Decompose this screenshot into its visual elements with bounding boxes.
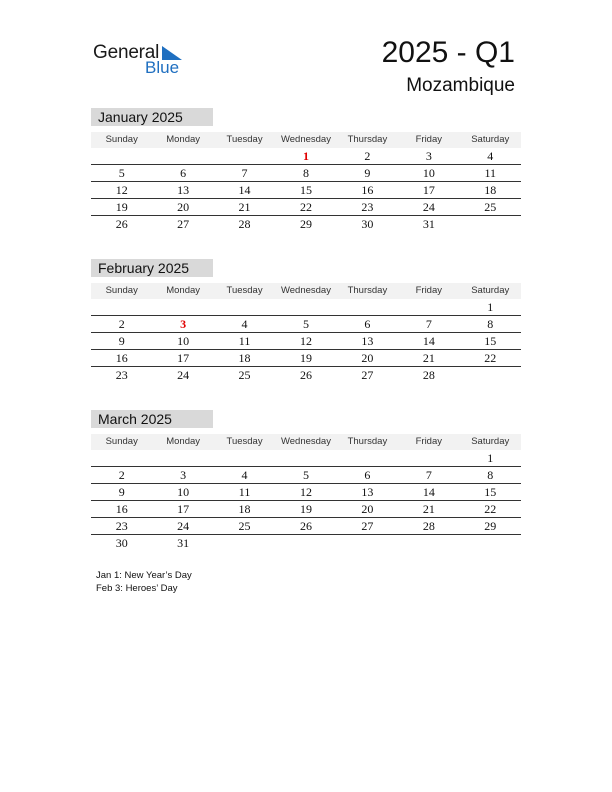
- country-name: Mozambique: [406, 75, 515, 96]
- week-row: [91, 350, 521, 367]
- day-cell: 13: [361, 485, 374, 499]
- day-cell: 24: [422, 200, 435, 214]
- day-cell: 14: [422, 334, 435, 348]
- day-cell: 9: [118, 485, 125, 499]
- day-cell: [460, 216, 521, 232]
- day-cell: 17: [177, 502, 190, 516]
- week-row: [91, 367, 521, 383]
- brand-general-text: General: [93, 42, 160, 63]
- day-cell: 6: [364, 317, 371, 331]
- day-cell: [398, 535, 459, 551]
- weekday-label: Saturday: [471, 134, 510, 145]
- day-cell: [214, 450, 275, 466]
- week-row: [91, 467, 521, 484]
- day-cell: 11: [238, 334, 251, 348]
- day-cell: [398, 450, 459, 466]
- day-cell: 2: [118, 317, 125, 331]
- weekday-label: Wednesday: [280, 285, 331, 296]
- weekday-label: Saturday: [471, 285, 510, 296]
- day-cell: 7: [425, 317, 432, 331]
- weekday-label: Saturday: [471, 436, 510, 447]
- day-cell: 5: [302, 317, 309, 331]
- week-row: [91, 484, 521, 501]
- weekday-label: Tuesday: [226, 285, 263, 296]
- day-cell: 14: [422, 485, 435, 499]
- month-calendar: [91, 108, 521, 232]
- weekday-label: Sunday: [105, 134, 138, 145]
- weekday-label: Sunday: [105, 436, 138, 447]
- day-cell: 21: [238, 200, 251, 214]
- day-cell: 5: [302, 468, 309, 482]
- day-cell: 18: [484, 183, 497, 197]
- day-cell: 1: [302, 149, 309, 163]
- week-row: [91, 518, 521, 535]
- day-cell: 31: [422, 217, 435, 231]
- day-cell: 8: [302, 166, 309, 180]
- day-cell: 12: [115, 183, 128, 197]
- day-cell: 4: [241, 317, 248, 331]
- day-cell: 15: [299, 183, 312, 197]
- day-cell: 8: [487, 468, 494, 482]
- day-cell: 19: [299, 351, 312, 365]
- day-cell: 22: [484, 502, 497, 516]
- day-cell: 8: [487, 317, 494, 331]
- day-cell: 17: [422, 183, 435, 197]
- day-cell: 17: [177, 351, 190, 365]
- day-cell: 22: [484, 351, 497, 365]
- day-cell: 9: [118, 334, 125, 348]
- day-cell: 16: [361, 183, 374, 197]
- day-cell: 12: [299, 334, 312, 348]
- weekday-label: Wednesday: [280, 436, 331, 447]
- day-cell: 23: [115, 519, 128, 533]
- day-cell: 20: [177, 200, 190, 214]
- day-cell: 2: [118, 468, 125, 482]
- day-cell: 30: [115, 536, 128, 550]
- day-cell: 13: [177, 183, 190, 197]
- day-cell: [337, 299, 398, 315]
- day-cell: 22: [299, 200, 312, 214]
- weekday-label: Thursday: [347, 285, 388, 296]
- week-row: [91, 450, 521, 467]
- week-row: [91, 216, 521, 232]
- day-cell: [152, 450, 213, 466]
- day-cell: 10: [177, 485, 190, 499]
- weekday-label: Friday: [415, 285, 443, 296]
- week-row: [91, 501, 521, 518]
- day-cell: 12: [299, 485, 312, 499]
- week-row: [91, 316, 521, 333]
- week-row: [91, 333, 521, 350]
- day-cell: 2: [364, 149, 371, 163]
- day-cell: 26: [299, 368, 312, 382]
- day-cell: 19: [115, 200, 128, 214]
- month-title: March 2025: [91, 410, 213, 428]
- day-cell: 28: [238, 217, 251, 231]
- day-cell: 29: [299, 217, 312, 231]
- day-cell: 4: [487, 149, 494, 163]
- week-row: [91, 199, 521, 216]
- day-cell: [275, 535, 336, 551]
- day-cell: [275, 299, 336, 315]
- day-cell: 15: [484, 334, 497, 348]
- day-cell: 9: [364, 166, 371, 180]
- day-cell: [398, 299, 459, 315]
- day-cell: 20: [361, 351, 374, 365]
- day-cell: 23: [115, 368, 128, 382]
- day-cell: [214, 148, 275, 164]
- day-cell: [214, 535, 275, 551]
- month-calendar: [91, 410, 521, 551]
- day-cell: 4: [241, 468, 248, 482]
- day-cell: [337, 535, 398, 551]
- brand-logo: [93, 42, 193, 78]
- day-cell: [214, 299, 275, 315]
- holiday-note: Feb 3: Heroes’ Day: [96, 583, 178, 594]
- day-cell: [91, 148, 152, 164]
- day-cell: 7: [425, 468, 432, 482]
- weekday-header: [91, 434, 521, 450]
- day-cell: [275, 450, 336, 466]
- weekday-label: Monday: [166, 285, 201, 296]
- weekday-label: Thursday: [347, 134, 388, 145]
- day-cell: 21: [422, 351, 435, 365]
- weekday-label: Sunday: [105, 285, 138, 296]
- day-cell: 29: [484, 519, 497, 533]
- day-cell: 20: [361, 502, 374, 516]
- day-cell: 3: [425, 149, 432, 163]
- day-cell: 5: [118, 166, 125, 180]
- day-cell: 27: [361, 368, 374, 382]
- day-cell: 30: [361, 217, 374, 231]
- day-cell: 27: [361, 519, 374, 533]
- day-cell: [91, 450, 152, 466]
- day-cell: 21: [422, 502, 435, 516]
- day-cell: 28: [422, 368, 435, 382]
- day-cell: 13: [361, 334, 374, 348]
- day-cell: 19: [299, 502, 312, 516]
- day-cell: 23: [361, 200, 374, 214]
- day-cell: 1: [487, 451, 494, 465]
- weekday-label: Thursday: [347, 436, 388, 447]
- weekday-label: Monday: [166, 436, 201, 447]
- day-cell: 14: [238, 183, 251, 197]
- day-cell: 25: [238, 519, 251, 533]
- day-cell: 27: [177, 217, 190, 231]
- weekday-label: Monday: [166, 134, 201, 145]
- day-cell: 6: [364, 468, 371, 482]
- day-cell: [460, 535, 521, 551]
- weekday-header: [91, 283, 521, 299]
- day-cell: 25: [238, 368, 251, 382]
- week-row: [91, 148, 521, 165]
- day-cell: 31: [177, 536, 190, 550]
- day-cell: [337, 450, 398, 466]
- day-cell: 15: [484, 485, 497, 499]
- day-cell: 26: [299, 519, 312, 533]
- day-cell: 16: [115, 351, 128, 365]
- brand-blue-text: Blue: [145, 58, 180, 77]
- day-cell: 11: [484, 166, 497, 180]
- day-cell: 25: [484, 200, 497, 214]
- weekday-label: Wednesday: [280, 134, 331, 145]
- day-cell: 18: [238, 351, 251, 365]
- month-title: January 2025: [91, 108, 213, 126]
- week-row: [91, 182, 521, 199]
- day-cell: 18: [238, 502, 251, 516]
- weekday-label: Friday: [415, 436, 443, 447]
- weekday-label: Tuesday: [226, 436, 263, 447]
- day-cell: 11: [238, 485, 251, 499]
- day-cell: 1: [487, 300, 494, 314]
- day-cell: [152, 299, 213, 315]
- day-cell: 6: [180, 166, 187, 180]
- month-calendar: [91, 259, 521, 383]
- week-row: [91, 535, 521, 551]
- day-cell: 24: [177, 519, 190, 533]
- day-cell: 26: [115, 217, 128, 231]
- month-title: February 2025: [91, 259, 213, 277]
- day-cell: [460, 367, 521, 383]
- day-cell: 3: [180, 317, 187, 331]
- day-cell: 10: [422, 166, 435, 180]
- weekday-label: Tuesday: [226, 134, 263, 145]
- day-cell: 10: [177, 334, 190, 348]
- day-cell: 3: [180, 468, 187, 482]
- day-cell: 24: [177, 368, 190, 382]
- day-cell: 7: [241, 166, 248, 180]
- day-cell: 16: [115, 502, 128, 516]
- page-title: 2025 - Q1: [381, 36, 515, 69]
- weekday-label: Friday: [415, 134, 443, 145]
- holiday-notes: [96, 569, 192, 595]
- weekday-header: [91, 132, 521, 148]
- day-cell: [152, 148, 213, 164]
- day-cell: [91, 299, 152, 315]
- holiday-note: Jan 1: New Year’s Day: [96, 570, 192, 581]
- week-row: [91, 165, 521, 182]
- day-cell: 28: [422, 519, 435, 533]
- week-row: [91, 299, 521, 316]
